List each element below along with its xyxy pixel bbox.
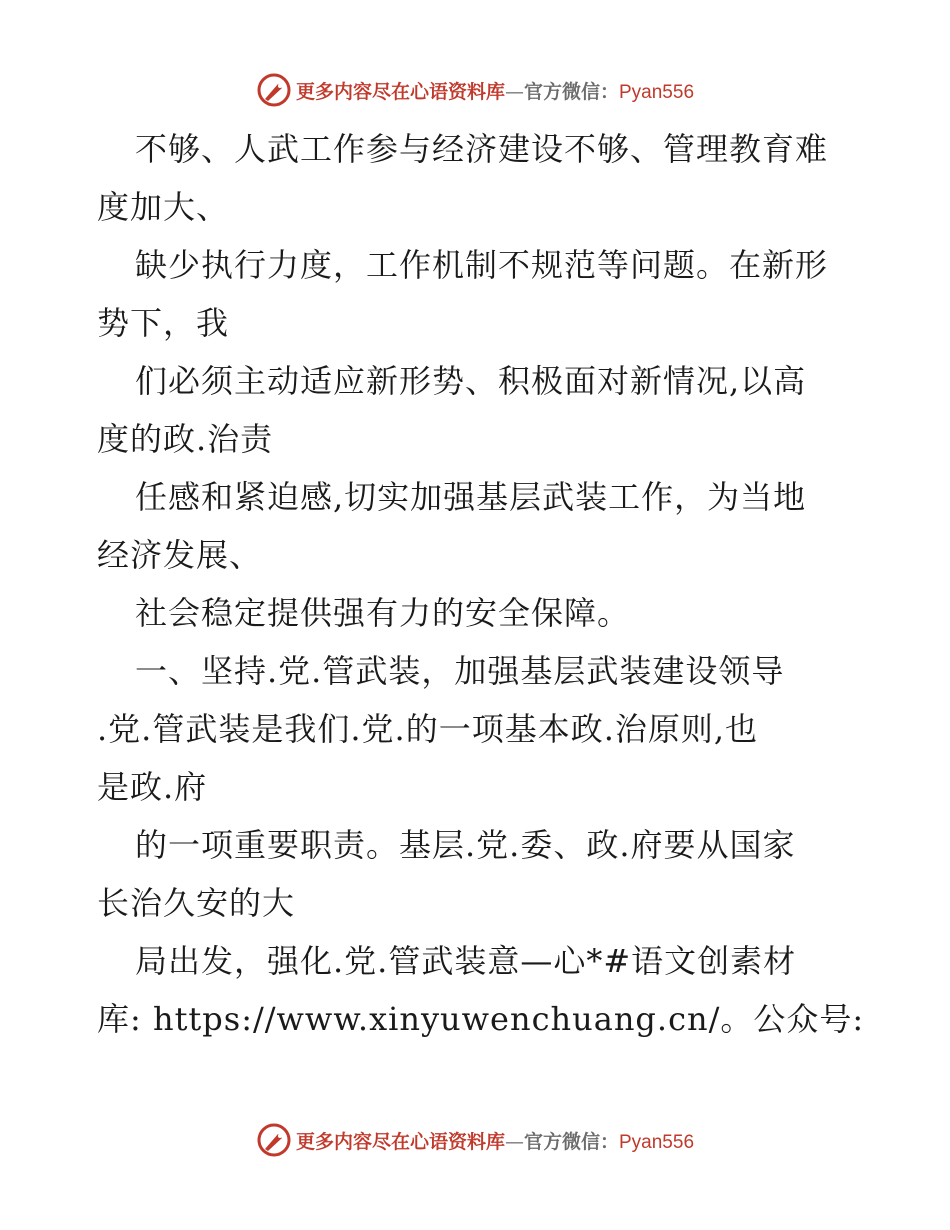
body-line-9: 社会稳定提供强有力的安全保障。 — [135, 594, 631, 632]
footer-wechat-id: Pyan556 — [619, 1131, 695, 1153]
body-line-6: 度的政.治责 — [97, 420, 274, 458]
body-line-12: 是政.府 — [97, 768, 208, 806]
header-watermark-banner — [0, 70, 950, 110]
body-line-1: 不够、人武工作参与经济建设不够、管理教育难 — [135, 130, 829, 168]
body-line-11: .党.管武装是我们.党.的一项基本政.治原则,也 — [97, 710, 759, 748]
header-separator: — — [504, 80, 524, 103]
body-line-7: 任感和紧迫感,切实加强基层武装工作，为当地 — [135, 478, 807, 516]
footer-wechat-label: 官方微信： — [523, 1130, 619, 1153]
pen-nib-logo-icon — [256, 72, 292, 108]
body-line-5: 们必须主动适应新形势、积极面对新情况,以高 — [135, 362, 807, 400]
document-body — [97, 120, 865, 1048]
body-line-14: 长治久安的大 — [97, 884, 296, 922]
body-line-3: 缺少执行力度，工作机制不规范等问题。在新形 — [135, 246, 829, 284]
footer-brand: 更多内容尽在心语资料库 — [295, 1130, 505, 1153]
body-line-2: 度加大、 — [97, 188, 230, 226]
header-wechat-id: Pyan556 — [619, 81, 695, 103]
footer-separator: — — [504, 1130, 524, 1153]
body-line-13: 的一项重要职责。基层.党.委、政.府要从国家 — [135, 826, 796, 864]
header-banner-text — [296, 77, 694, 104]
body-line-16: 库: https://www.xinyuwenchuang.cn/。公众号: — [97, 1000, 865, 1038]
footer-watermark-banner — [0, 1120, 950, 1160]
body-line-15: 局出发，强化.党.管武装意—心*#语文创素材 — [135, 942, 797, 980]
pen-nib-logo-icon — [256, 1122, 292, 1158]
section-heading-1: 一、坚持.党.管武装，加强基层武装建设领导 — [135, 652, 785, 690]
header-brand: 更多内容尽在心语资料库 — [295, 80, 505, 103]
footer-banner-text — [296, 1127, 694, 1154]
header-wechat-label: 官方微信： — [523, 80, 619, 103]
body-line-8: 经济发展、 — [97, 536, 263, 574]
body-line-4: 势下，我 — [97, 304, 230, 342]
